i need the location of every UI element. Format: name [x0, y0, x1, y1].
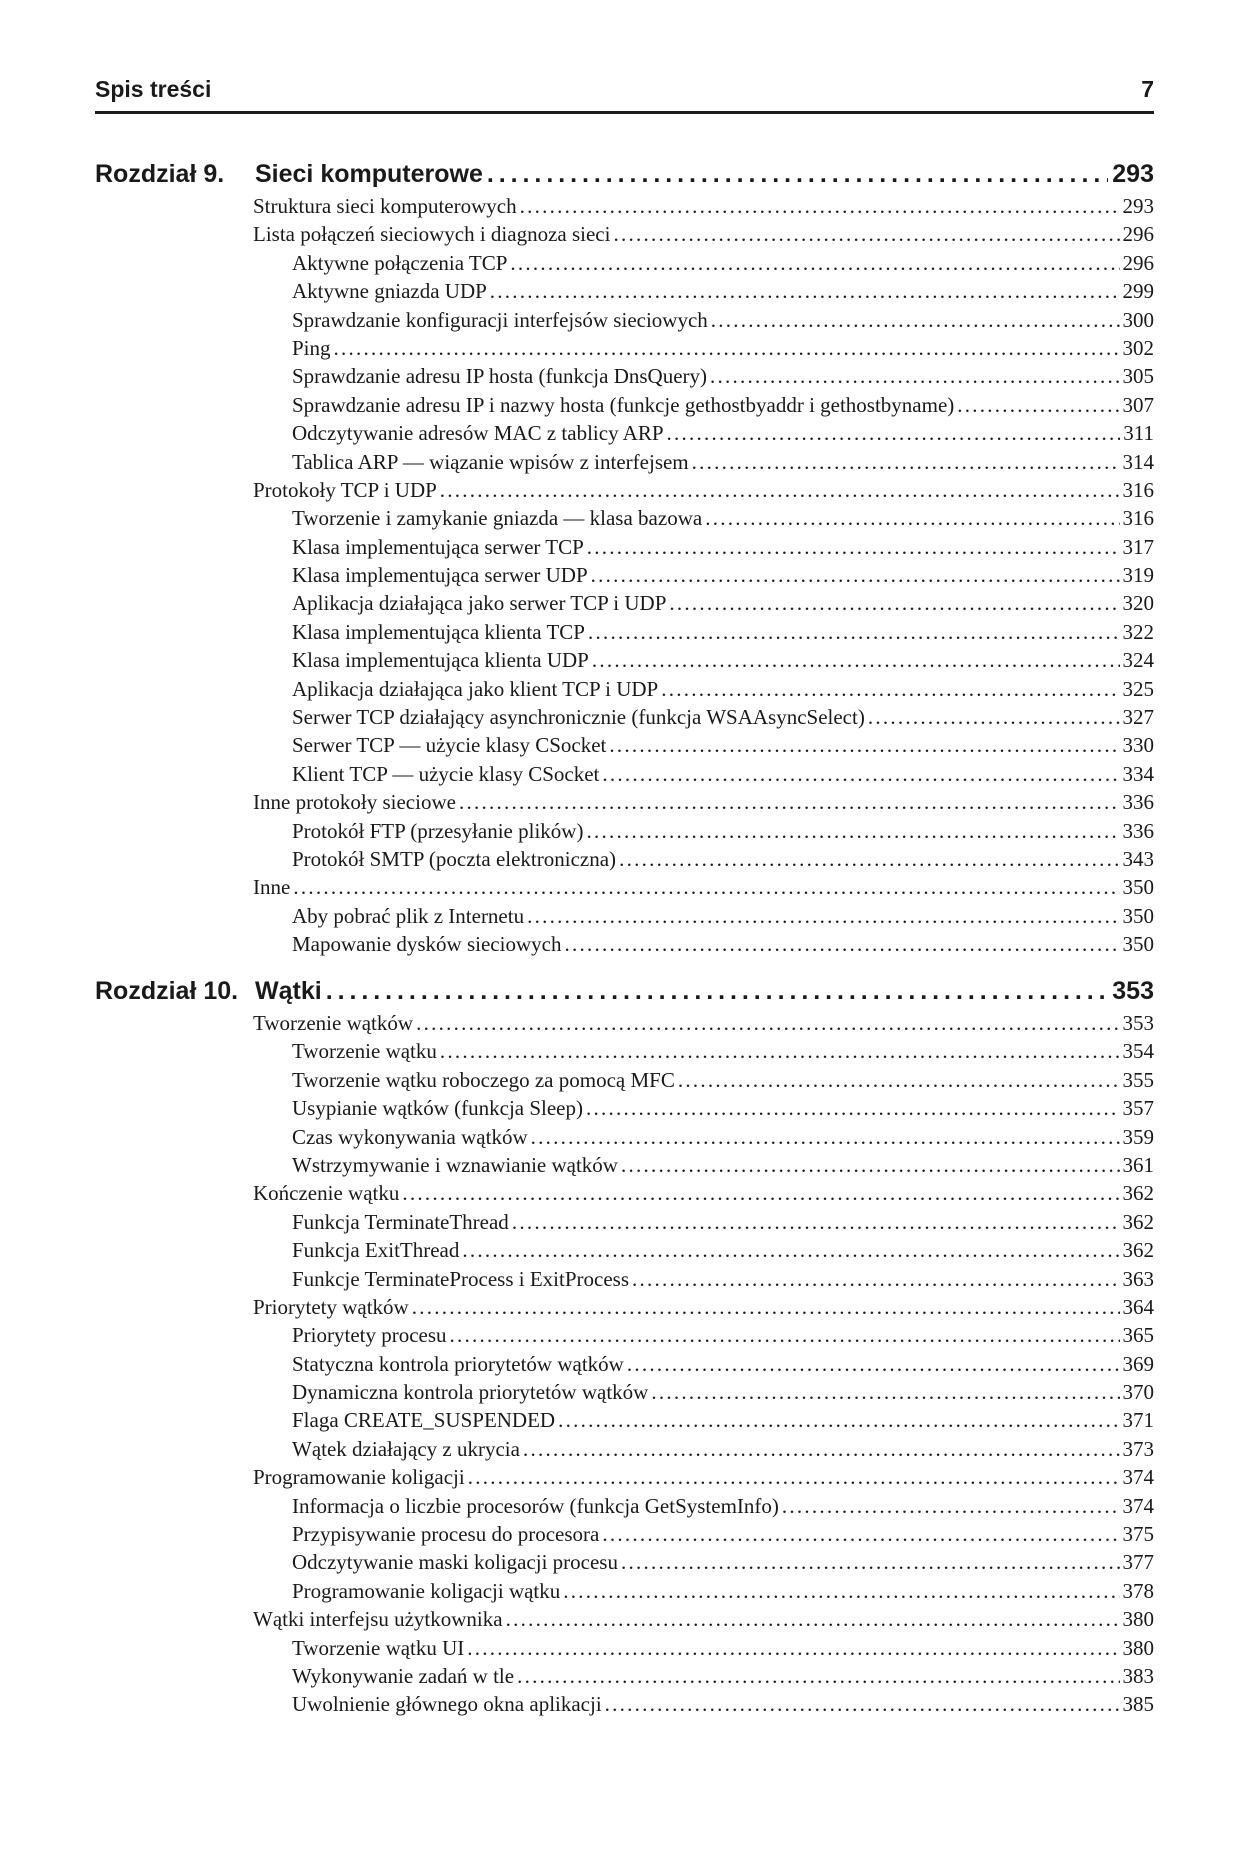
toc-entry[interactable] [253, 448, 1154, 476]
toc-entry-page: 293 [1122, 194, 1154, 218]
toc-entry-title: Dynamiczna kontrola priorytetów wątków [292, 1380, 649, 1405]
toc-entries [253, 192, 1154, 959]
toc-entry-page: 317 [1122, 534, 1154, 559]
toc-entry-page: 336 [1122, 818, 1154, 843]
toc-entry[interactable] [253, 1265, 1154, 1293]
toc-entry-page: 343 [1122, 846, 1154, 871]
toc-entry-page: 363 [1122, 1266, 1154, 1291]
chapter-9 [95, 160, 1154, 959]
toc-entry[interactable] [253, 220, 1154, 248]
toc-entry[interactable] [253, 533, 1154, 561]
leader-dots [588, 618, 1120, 646]
toc-entry-page: 296 [1122, 250, 1154, 275]
toc-entry-title: Klasa implementująca klienta UDP [292, 648, 589, 673]
toc-entry-title: Klasa implementująca serwer TCP [292, 534, 584, 559]
toc-entry[interactable] [253, 1577, 1154, 1605]
leader-dots [868, 703, 1120, 731]
leader-dots [523, 1435, 1120, 1463]
toc-entry[interactable] [253, 504, 1154, 532]
toc-entry-title: Klasa implementująca serwer UDP [292, 563, 588, 588]
leader-dots [531, 1123, 1120, 1151]
toc-entry[interactable] [253, 788, 1154, 816]
toc-entry[interactable] [253, 1151, 1154, 1179]
leader-dots [661, 675, 1119, 703]
toc-entry-page: 374 [1122, 1493, 1154, 1518]
toc-entry-title: Tworzenie wątku [292, 1039, 437, 1064]
toc-entry-page: 330 [1122, 733, 1154, 758]
chapter-heading[interactable] [95, 977, 1154, 1009]
toc-entry-page: 385 [1122, 1692, 1154, 1717]
toc-entry-title: Protokół SMTP (poczta elektroniczna) [292, 846, 617, 871]
toc-entry[interactable] [253, 1406, 1154, 1434]
leader-dots [412, 1293, 1120, 1321]
toc-entry-title: Funkcje TerminateProcess i ExitProcess [292, 1266, 629, 1291]
toc-entry[interactable] [253, 589, 1154, 617]
toc-entry-page: 355 [1122, 1067, 1154, 1092]
toc-entry-page: 305 [1122, 364, 1154, 389]
toc-entry[interactable] [253, 391, 1154, 419]
leader-dots [462, 1236, 1119, 1264]
leader-dots [490, 277, 1120, 305]
page-header [95, 76, 1154, 114]
toc-entry-title: Inne [253, 875, 291, 900]
leader-dots [602, 760, 1119, 788]
toc-entry-page: 327 [1122, 705, 1154, 730]
toc-entry-page: 307 [1122, 392, 1154, 417]
leader-dots [402, 1179, 1119, 1207]
toc-entry-page: 296 [1122, 222, 1154, 247]
leader-dots [527, 902, 1119, 930]
chapter-label: Rozdział 10. [95, 977, 239, 1005]
toc-entry-title: Programowanie koligacji [253, 1465, 465, 1490]
toc-entry[interactable] [253, 902, 1154, 930]
toc-entry-title: Aby pobrać plik z Internetu [292, 903, 525, 928]
toc-entry[interactable] [253, 1236, 1154, 1264]
toc-entry-title: Przypisywanie procesu do procesora [292, 1522, 600, 1547]
toc-entry-title: Priorytety procesu [292, 1323, 447, 1348]
toc-entry[interactable] [253, 930, 1154, 958]
toc-entry-title: Serwer TCP — użycie klasy CSocket [292, 733, 607, 758]
leader-dots [586, 817, 1119, 845]
toc-entry-title: Wstrzymywanie i wznawianie wątków [292, 1152, 618, 1177]
toc-entry-page: 320 [1122, 591, 1154, 616]
toc-entry-page: 357 [1122, 1096, 1154, 1121]
toc-entry-page: 302 [1122, 335, 1154, 360]
toc-entry-page: 324 [1122, 648, 1154, 673]
leader-dots [520, 192, 1120, 220]
toc-entry[interactable] [253, 362, 1154, 390]
chapter-title: Wątki [255, 977, 322, 1005]
toc-entry-page: 370 [1122, 1380, 1154, 1405]
leader-dots [564, 930, 1119, 958]
leader-dots [692, 448, 1120, 476]
chapter-page: 293 [1112, 160, 1154, 188]
toc-entry[interactable] [253, 873, 1154, 901]
toc-entry[interactable] [253, 1037, 1154, 1065]
toc-entry-page: 373 [1122, 1436, 1154, 1461]
toc-entry-title: Wątek działający z ukrycia [292, 1436, 520, 1461]
toc-entry-title: Sprawdzanie adresu IP i nazwy hosta (funkcje gethostbyaddr i gethostbyname) [292, 392, 955, 417]
chapter-label: Rozdział 9. [95, 160, 225, 188]
leader-dots [587, 533, 1120, 561]
toc-entry-page: 319 [1122, 563, 1154, 588]
leader-dots [558, 1406, 1119, 1434]
leader-dots [705, 504, 1119, 532]
toc-entry-title: Aktywne gniazda UDP [292, 279, 487, 304]
leader-dots [467, 1634, 1119, 1662]
leader-dots [293, 873, 1119, 901]
leader-dots [782, 1492, 1120, 1520]
toc-entry-page: 369 [1122, 1351, 1154, 1376]
toc-entry-title: Klient TCP — użycie klasy CSocket [292, 761, 600, 786]
leader-dots [627, 1350, 1120, 1378]
toc-entry-title: Uwolnienie głównego okna aplikacji [292, 1692, 602, 1717]
leader-dots [957, 391, 1119, 419]
toc-entry-title: Sprawdzanie adresu IP hosta (funkcja DnsQuery) [292, 364, 708, 389]
chapter-heading[interactable] [95, 160, 1154, 192]
toc-entry-title: Statyczna kontrola priorytetów wątków [292, 1351, 624, 1376]
leader-dots [613, 220, 1119, 248]
toc-entry-title: Flaga CREATE_SUSPENDED [292, 1408, 556, 1433]
toc-entry[interactable] [253, 1350, 1154, 1378]
toc-entry-page: 325 [1122, 676, 1154, 701]
leader-dots [517, 1662, 1119, 1690]
toc-entry-title: Programowanie koligacji wątku [292, 1578, 561, 1603]
toc-entry-page: 371 [1122, 1408, 1154, 1433]
toc-entry-page: 353 [1122, 1011, 1154, 1035]
toc-entry-page: 350 [1122, 932, 1154, 957]
chapter-10 [95, 977, 1154, 1719]
toc-entry-title: Sprawdzanie konfiguracji interfejsów sieciowych [292, 307, 708, 332]
leader-dots [563, 1577, 1119, 1605]
page-number: 7 [1141, 76, 1154, 102]
toc-entry-title: Ping [292, 335, 331, 360]
toc-entry-page: 377 [1122, 1550, 1154, 1575]
toc-entry-page: 316 [1122, 506, 1154, 531]
toc-entry[interactable] [253, 675, 1154, 703]
toc-entry-page: 380 [1122, 1635, 1154, 1660]
toc-entry-page: 336 [1122, 790, 1154, 815]
leader-dots [416, 1009, 1119, 1037]
leader-dots [459, 788, 1120, 816]
toc-entry[interactable] [253, 192, 1154, 220]
toc-entry-title: Protokół FTP (przesyłanie plików) [292, 818, 584, 843]
toc-entry-title: Tworzenie i zamykanie gniazda — klasa bazowa [292, 506, 703, 531]
toc-entry[interactable] [253, 703, 1154, 731]
toc-entry-title: Odczytywanie maski koligacji procesu [292, 1550, 618, 1575]
toc-entry-page: 362 [1122, 1181, 1154, 1206]
toc-entry-page: 350 [1122, 875, 1154, 900]
toc-entry[interactable] [253, 618, 1154, 646]
toc-entry[interactable] [253, 646, 1154, 674]
toc-entry-title: Tworzenie wątków [253, 1011, 414, 1035]
toc-entry[interactable] [253, 1435, 1154, 1463]
chapter-page: 353 [1112, 977, 1154, 1005]
toc-entry[interactable] [253, 731, 1154, 759]
toc-entry[interactable] [253, 1009, 1154, 1037]
leader-dots [678, 1066, 1120, 1094]
leader-dots [669, 589, 1119, 617]
toc-entry-page: 361 [1122, 1152, 1154, 1177]
toc-entry-title: Klasa implementująca klienta TCP [292, 619, 585, 644]
toc-entry-title: Mapowanie dysków sieciowych [292, 932, 562, 957]
toc-entry-title: Inne protokoły sieciowe [253, 790, 456, 815]
toc-entry-title: Odczytywanie adresów MAC z tablicy ARP [292, 421, 664, 446]
toc-entry-page: 375 [1122, 1522, 1154, 1547]
toc-entry[interactable] [253, 760, 1154, 788]
toc-entry[interactable] [253, 277, 1154, 305]
toc-entry-title: Priorytety wątków [253, 1294, 409, 1319]
toc-entry[interactable] [253, 1634, 1154, 1662]
toc-entry-page: 362 [1122, 1209, 1154, 1234]
toc-entry-page: 374 [1122, 1465, 1154, 1490]
leader-dots [468, 1463, 1120, 1491]
leader-dots [334, 334, 1120, 362]
toc-entry[interactable] [253, 249, 1154, 277]
leader-dots [602, 1520, 1119, 1548]
toc-entry-title: Aktywne połączenia TCP [292, 250, 508, 275]
toc-entry-title: Funkcja TerminateThread [292, 1209, 509, 1234]
toc-entry[interactable] [253, 1208, 1154, 1236]
toc-entry[interactable] [253, 1179, 1154, 1207]
toc-entry[interactable] [253, 334, 1154, 362]
toc-entry[interactable] [253, 1094, 1154, 1122]
leader-dots [619, 845, 1119, 873]
toc-entry[interactable] [253, 1321, 1154, 1349]
toc-entry[interactable] [253, 1520, 1154, 1548]
leader-dots [440, 1037, 1120, 1065]
running-title: Spis treści [95, 76, 212, 102]
leader-dots [592, 646, 1120, 674]
toc-entry-page: 299 [1122, 279, 1154, 304]
leader-dots [605, 1690, 1120, 1718]
toc-entry-title: Tworzenie wątku roboczego za pomocą MFC [292, 1067, 675, 1092]
toc-entry-title: Usypianie wątków (funkcja Sleep) [292, 1096, 583, 1121]
toc-entry[interactable] [253, 845, 1154, 873]
toc-entry-page: 314 [1122, 449, 1154, 474]
leader-dots [487, 160, 1108, 189]
toc-entry-page: 359 [1122, 1124, 1154, 1149]
toc-entry[interactable] [253, 476, 1154, 504]
toc-entry-page: 365 [1122, 1323, 1154, 1348]
leader-dots [440, 476, 1120, 504]
toc-entry-title: Lista połączeń sieciowych i diagnoza sieci [253, 222, 611, 247]
toc-entry-page: 311 [1123, 421, 1154, 446]
leader-dots [651, 1378, 1119, 1406]
toc-entry[interactable] [253, 1605, 1154, 1633]
leader-dots [512, 1208, 1120, 1236]
toc-entry-title: Tworzenie wątku UI [292, 1635, 465, 1660]
toc-entry[interactable] [253, 1548, 1154, 1576]
toc-entry[interactable] [253, 1690, 1154, 1718]
toc-entry[interactable] [253, 306, 1154, 334]
toc-entry-title: Protokoły TCP i UDP [253, 477, 437, 502]
leader-dots [450, 1321, 1120, 1349]
toc-entry[interactable] [253, 1066, 1154, 1094]
toc-entry-title: Aplikacja działająca jako klient TCP i UDP [292, 676, 659, 701]
toc-entry[interactable] [253, 1123, 1154, 1151]
leader-dots [667, 419, 1121, 447]
toc-entries [253, 1009, 1154, 1719]
toc-entry-title: Wykonywanie zadań w tle [292, 1663, 515, 1688]
toc-entry[interactable] [253, 561, 1154, 589]
leader-dots [326, 977, 1109, 1006]
toc-entry-page: 334 [1122, 761, 1154, 786]
toc-entry[interactable] [253, 1378, 1154, 1406]
toc-entry[interactable] [253, 1293, 1154, 1321]
toc-entry-title: Kończenie wątku [253, 1181, 400, 1206]
toc-entry[interactable] [253, 817, 1154, 845]
toc-entry-page: 380 [1122, 1607, 1154, 1632]
chapter-title: Sieci komputerowe [255, 160, 483, 188]
toc-entry-title: Tablica ARP — wiązanie wpisów z interfejsem [292, 449, 689, 474]
toc-entry[interactable] [253, 1662, 1154, 1690]
leader-dots [510, 249, 1119, 277]
toc-entry-page: 383 [1122, 1663, 1154, 1688]
toc-entry-page: 362 [1122, 1238, 1154, 1263]
toc-entry-page: 350 [1122, 903, 1154, 928]
toc-entry-title: Struktura sieci komputerowych [253, 194, 517, 218]
leader-dots [632, 1265, 1120, 1293]
toc-entry-page: 300 [1122, 307, 1154, 332]
toc-entry[interactable] [253, 1463, 1154, 1491]
leader-dots [621, 1548, 1120, 1576]
toc-entry-page: 354 [1122, 1039, 1154, 1064]
toc-entry[interactable] [253, 419, 1154, 447]
toc-entry-title: Informacja o liczbie procesorów (funkcja GetSystemInfo) [292, 1493, 779, 1518]
toc-entry-title: Czas wykonywania wątków [292, 1124, 528, 1149]
toc-entry-page: 322 [1122, 619, 1154, 644]
toc-entry-page: 364 [1122, 1294, 1154, 1319]
toc-entry[interactable] [253, 1492, 1154, 1520]
leader-dots [711, 306, 1120, 334]
leader-dots [621, 1151, 1120, 1179]
toc-entry-title: Funkcja ExitThread [292, 1238, 460, 1263]
toc-entry-title: Aplikacja działająca jako serwer TCP i UDP [292, 591, 667, 616]
leader-dots [710, 362, 1119, 390]
leader-dots [506, 1605, 1120, 1633]
toc-entry-title: Serwer TCP działający asynchronicznie (funkcja WSAAsyncSelect) [292, 705, 865, 730]
leader-dots [591, 561, 1120, 589]
toc-entry-title: Wątki interfejsu użytkownika [253, 1607, 503, 1632]
leader-dots [609, 731, 1119, 759]
toc-entry-page: 316 [1122, 477, 1154, 502]
toc-entry-page: 378 [1122, 1578, 1154, 1603]
leader-dots [586, 1094, 1120, 1122]
